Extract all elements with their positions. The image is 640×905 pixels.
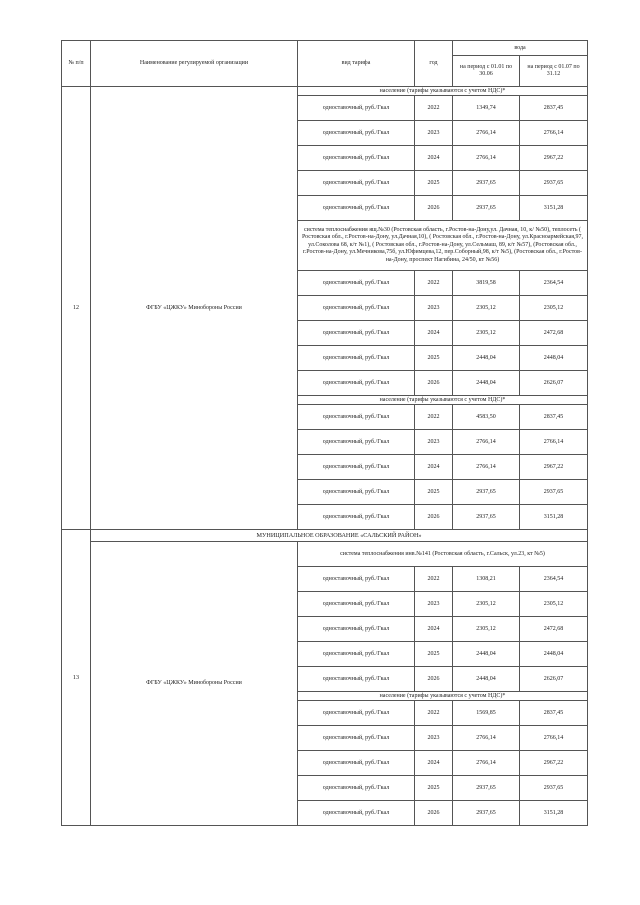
municipality-title: МУНИЦИПАЛЬНОЕ ОБРАЗОВАНИЕ «САЛЬСКИЙ РАЙОН» xyxy=(91,530,588,542)
period-2-value: 2937,65 xyxy=(520,480,588,505)
period-1-value: 2305,12 xyxy=(453,592,520,617)
header-period-2: на период с 01.07 по 31.12 xyxy=(520,56,588,87)
year-cell: 2022 xyxy=(415,271,453,296)
period-2-value: 2766,14 xyxy=(520,121,588,146)
tariff-type-cell: одноставочный, руб./Гкал xyxy=(298,405,415,430)
period-1-value: 2448,04 xyxy=(453,346,520,371)
section-title: население (тарифы указываются с учетом НДС)* xyxy=(298,692,588,701)
section-title-row xyxy=(62,542,588,567)
period-2-value: 2472,68 xyxy=(520,617,588,642)
year-cell: 2026 xyxy=(415,667,453,692)
tariff-type-cell: одноставочный, руб./Гкал xyxy=(298,592,415,617)
tariff-type-cell: одноставочный, руб./Гкал xyxy=(298,430,415,455)
tariff-type-cell: одноставочный, руб./Гкал xyxy=(298,776,415,801)
organization-name: ФГБУ «ЦЖКУ» Минобороны России xyxy=(91,87,298,530)
year-cell: 2023 xyxy=(415,726,453,751)
tariff-type-cell: одноставочный, руб./Гкал xyxy=(298,346,415,371)
year-cell: 2025 xyxy=(415,776,453,801)
period-2-value: 2305,12 xyxy=(520,592,588,617)
tariff-type-cell: одноставочный, руб./Гкал xyxy=(298,371,415,396)
period-2-value: 3151,28 xyxy=(520,801,588,826)
row-number: 12 xyxy=(62,87,91,530)
year-cell: 2025 xyxy=(415,171,453,196)
period-2-value: 2305,12 xyxy=(520,296,588,321)
period-2-value: 3151,28 xyxy=(520,505,588,530)
period-1-value: 2766,14 xyxy=(453,726,520,751)
period-2-value: 2967,22 xyxy=(520,146,588,171)
year-cell: 2022 xyxy=(415,405,453,430)
tariff-type-cell: одноставочный, руб./Гкал xyxy=(298,567,415,592)
period-2-value: 2837,45 xyxy=(520,96,588,121)
period-2-value: 2937,65 xyxy=(520,776,588,801)
year-cell: 2022 xyxy=(415,701,453,726)
period-2-value: 2766,14 xyxy=(520,430,588,455)
period-1-value: 2766,14 xyxy=(453,455,520,480)
period-2-value: 2967,22 xyxy=(520,455,588,480)
year-cell: 2023 xyxy=(415,121,453,146)
period-1-value: 1308,21 xyxy=(453,567,520,592)
period-2-value: 2448,04 xyxy=(520,346,588,371)
period-1-value: 4583,50 xyxy=(453,405,520,430)
period-1-value: 1569,85 xyxy=(453,701,520,726)
year-cell: 2023 xyxy=(415,296,453,321)
tariff-type-cell: одноставочный, руб./Гкал xyxy=(298,505,415,530)
tariff-type-cell: одноставочный, руб./Гкал xyxy=(298,321,415,346)
period-1-value: 2766,14 xyxy=(453,751,520,776)
period-1-value: 2766,14 xyxy=(453,430,520,455)
tariff-type-cell: одноставочный, руб./Гкал xyxy=(298,271,415,296)
tariff-type-cell: одноставочный, руб./Гкал xyxy=(298,801,415,826)
year-cell: 2024 xyxy=(415,617,453,642)
year-cell: 2025 xyxy=(415,642,453,667)
year-cell: 2024 xyxy=(415,455,453,480)
period-1-value: 2937,65 xyxy=(453,196,520,221)
tariff-type-cell: одноставочный, руб./Гкал xyxy=(298,96,415,121)
period-1-value: 1349,74 xyxy=(453,96,520,121)
period-2-value: 2837,45 xyxy=(520,701,588,726)
tariff-type-cell: одноставочный, руб./Гкал xyxy=(298,642,415,667)
period-1-value: 2448,04 xyxy=(453,667,520,692)
tariff-type-cell: одноставочный, руб./Гкал xyxy=(298,726,415,751)
section-title: население (тарифы указываются с учетом НДС)* xyxy=(298,396,588,405)
table-body xyxy=(62,87,588,826)
year-cell: 2026 xyxy=(415,801,453,826)
year-cell: 2024 xyxy=(415,146,453,171)
period-1-value: 2305,12 xyxy=(453,321,520,346)
period-2-value: 2766,14 xyxy=(520,726,588,751)
section-title: население (тарифы указываются с учетом НДС)* xyxy=(298,87,588,96)
year-cell: 2025 xyxy=(415,480,453,505)
tariff-type-cell: одноставочный, руб./Гкал xyxy=(298,751,415,776)
tariff-type-cell: одноставочный, руб./Гкал xyxy=(298,121,415,146)
period-1-value: 2937,65 xyxy=(453,171,520,196)
period-1-value: 2937,65 xyxy=(453,505,520,530)
year-cell: 2026 xyxy=(415,505,453,530)
year-cell: 2023 xyxy=(415,592,453,617)
period-1-value: 2937,65 xyxy=(453,801,520,826)
tariff-table xyxy=(61,40,588,826)
period-2-value: 2937,65 xyxy=(520,171,588,196)
tariff-type-cell: одноставочный, руб./Гкал xyxy=(298,296,415,321)
period-2-value: 2364,54 xyxy=(520,567,588,592)
tariff-type-cell: одноставочный, руб./Гкал xyxy=(298,617,415,642)
period-2-value: 3151,28 xyxy=(520,196,588,221)
municipality-row xyxy=(62,530,588,542)
tariff-type-cell: одноставочный, руб./Гкал xyxy=(298,171,415,196)
header-year: год xyxy=(415,41,453,87)
section-title: система теплоснабжения инв.№141 (Ростовская область, г.Сальск, ул.23, кт №5) xyxy=(298,542,588,567)
tariff-type-cell: одноставочный, руб./Гкал xyxy=(298,480,415,505)
period-1-value: 2766,14 xyxy=(453,146,520,171)
tariff-type-cell: одноставочный, руб./Гкал xyxy=(298,146,415,171)
section-title-row xyxy=(62,87,588,96)
period-1-value: 2305,12 xyxy=(453,617,520,642)
section-title: система теплоснабжения ящ.№30 (Ростовская область, г.Ростов-на-Дону,ул. Дачная, 10, к/ №50), теплосеть ( Ростовская обл., г.Ростов-на-Дону, ул.Дачная,10), ( Ростовская обл., г.Ростов-на-Дону, ул.Красноармейская,97, ул.Соколова 68, к/т №1), ( Ростовская обл., г.Ростов-на-Дону, ул.Сельмаш, 89, к/т №57), (Ростовская обл., г.Ростов-на-Дону, ул.Мечникова,75б, ул.Юфимцева,12, пер.Соборный,98, к/т №5), (Ростовская обл., г.Ростов-на-Дону, проспект Нагибина, 24/50, кт №56) xyxy=(298,221,588,271)
row-number: 13 xyxy=(62,530,91,826)
period-2-value: 2626,07 xyxy=(520,667,588,692)
tariff-type-cell: одноставочный, руб./Гкал xyxy=(298,667,415,692)
period-1-value: 3819,58 xyxy=(453,271,520,296)
period-1-value: 2937,65 xyxy=(453,480,520,505)
header-period-1: на период с 01.01 по 30.06 xyxy=(453,56,520,87)
period-2-value: 2626,07 xyxy=(520,371,588,396)
tariff-type-cell: одноставочный, руб./Гкал xyxy=(298,701,415,726)
tariff-type-cell: одноставочный, руб./Гкал xyxy=(298,196,415,221)
year-cell: 2026 xyxy=(415,196,453,221)
year-cell: 2026 xyxy=(415,371,453,396)
organization-name: ФГБУ «ЦЖКУ» Минобороны России xyxy=(91,542,298,826)
header-num: № п/п xyxy=(62,41,91,87)
period-1-value: 2448,04 xyxy=(453,642,520,667)
period-2-value: 2472,68 xyxy=(520,321,588,346)
period-2-value: 2448,04 xyxy=(520,642,588,667)
tariff-type-cell: одноставочный, руб./Гкал xyxy=(298,455,415,480)
period-1-value: 2448,04 xyxy=(453,371,520,396)
period-1-value: 2766,14 xyxy=(453,121,520,146)
period-2-value: 2837,45 xyxy=(520,405,588,430)
period-1-value: 2305,12 xyxy=(453,296,520,321)
header-tariff-type: вид тарифа xyxy=(298,41,415,87)
period-2-value: 2967,22 xyxy=(520,751,588,776)
year-cell: 2022 xyxy=(415,567,453,592)
year-cell: 2023 xyxy=(415,430,453,455)
year-cell: 2024 xyxy=(415,751,453,776)
year-cell: 2025 xyxy=(415,346,453,371)
period-2-value: 2364,54 xyxy=(520,271,588,296)
period-1-value: 2937,65 xyxy=(453,776,520,801)
year-cell: 2024 xyxy=(415,321,453,346)
header-water: вода xyxy=(453,41,588,56)
year-cell: 2022 xyxy=(415,96,453,121)
header-org: Наименование регулируемой организации xyxy=(91,41,298,87)
